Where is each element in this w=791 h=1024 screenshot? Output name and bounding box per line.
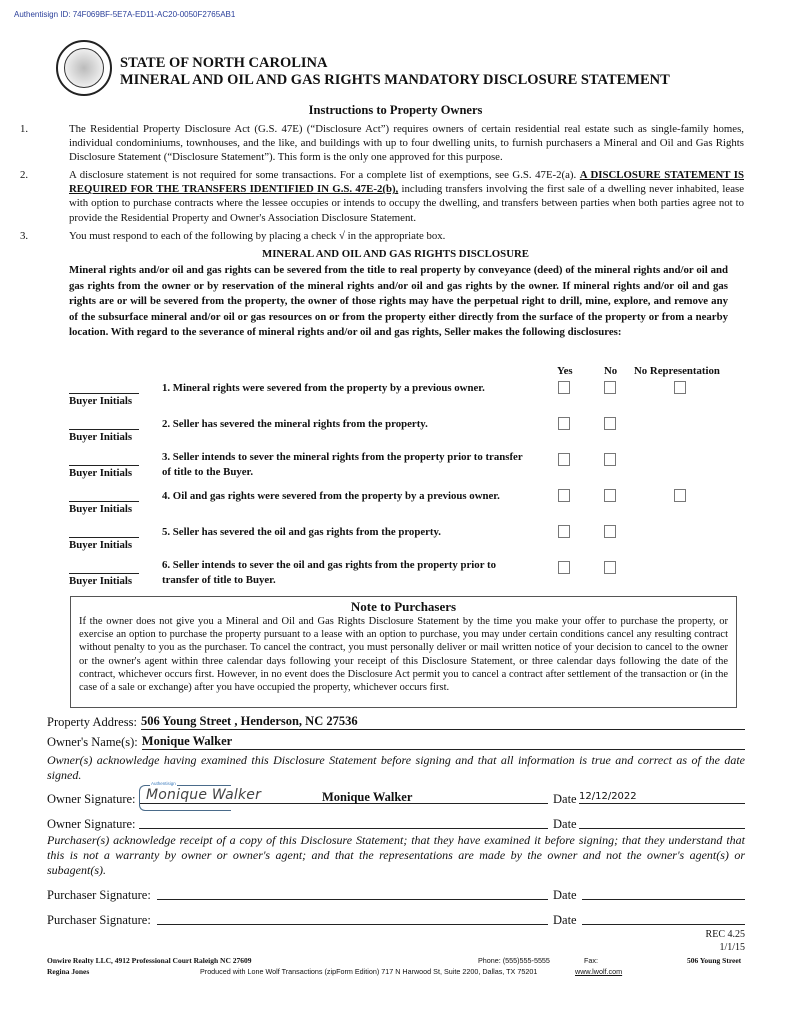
page-title-form: MINERAL AND OIL AND GAS RIGHTS MANDATORY DISCLOSURE STATEMENT	[120, 72, 670, 88]
owner-signature-field-2[interactable]	[139, 813, 548, 829]
purchaser-signature-label-1: Purchaser Signature:	[47, 888, 151, 902]
note-to-purchasers-box	[70, 596, 737, 708]
purchaser-signature-field-2[interactable]	[157, 909, 548, 925]
owner-printed-name-1: Monique Walker	[322, 790, 413, 804]
disclosure-row-4: Buyer Initials 4. Oil and gas rights were severed from the property by a previous owner.	[69, 489, 729, 525]
owner-signature-1: Monique Walker	[146, 787, 262, 803]
authentisign-id: Authentisign ID: 74F069BF-5E7A-ED11-AC20-0050F2765AB1	[14, 10, 236, 19]
owner-signature-label-1: Owner Signature:	[47, 792, 136, 806]
purchaser-date-field-2[interactable]	[582, 909, 745, 925]
instruction-item-1: 1. The Residential Property Disclosure Act (G.S. 47E) (“Disclosure Act”) requires owners of certain residential real estate such as single-family homes, individual condominiums, townhouses, and the like, and buildings with up to four dwelling units, to furnish purchasers a Mineral and Oil and Gas Rights Disclosure Statement (“Disclosure Statement”). This form is the only one approved for this purpose.	[20, 123, 744, 164]
checkbox-no[interactable]	[604, 417, 616, 430]
purchaser-signature-field-1[interactable]	[157, 884, 548, 900]
owners-name-row	[47, 734, 745, 750]
checkbox-no-representation[interactable]	[674, 381, 686, 394]
instruction-item-3: 3. You must respond to each of the following by placing a check √ in the appropriate box.	[20, 230, 446, 242]
owner-acknowledgement: Owner(s) acknowledge having examined this Disclosure Statement before signing and that all information is true and correct as of the date signed.	[47, 753, 745, 782]
owner-date-field-1[interactable]: 12/12/2022	[579, 788, 745, 804]
owner-date-field-2[interactable]	[579, 813, 745, 829]
checkbox-yes[interactable]	[558, 489, 570, 502]
footer-doc-name: 506 Young Street	[687, 956, 742, 965]
purchaser-acknowledgement: Purchaser(s) acknowledge receipt of a copy of this Disclosure Statement; that they have examined it before signing; that they understand that this is not a warranty by owner or owner's agent; and that the representations are made by the owner and not the owner's agent(s) or subagent(s).	[47, 833, 745, 877]
instructions-heading: Instructions to Property Owners	[308, 103, 483, 117]
checkbox-no[interactable]	[604, 381, 616, 394]
property-address-label: Property Address:	[47, 715, 137, 729]
checkbox-no[interactable]	[604, 453, 616, 466]
checkbox-no[interactable]	[604, 561, 616, 574]
footer-fax: Fax:	[584, 956, 598, 965]
buyer-initials-field[interactable]	[69, 393, 139, 394]
disclosure-heading: MINERAL AND OIL AND GAS RIGHTS DISCLOSURE	[262, 248, 529, 260]
checkbox-no[interactable]	[604, 489, 616, 502]
buyer-initials-field[interactable]	[69, 573, 139, 574]
buyer-initials-field[interactable]	[69, 537, 139, 538]
checkbox-yes[interactable]	[558, 453, 570, 466]
disclosure-intro: Mineral rights and/or oil and gas rights can be severed from the title to real property by conveyance (deed) of the mineral rights and/or oil and gas rights from the owner or by reservation of the mineral rights and/or oil and gas rights by the owner. If mineral rights and/or oil and gas rights are or will be severed from the property, the owner of those rights may have the perpetual right to drill, mine, explore, and remove any of the subsurface mineral and/or oil or gas resources on or from the property either directly from the surface of the property or from a nearby location. With regard to the severance of mineral rights and/or oil and gas rights, Seller makes the following disclosures:	[69, 264, 728, 338]
footer-agent: Regina Jones	[47, 967, 90, 976]
instruction-item-2: 2. A disclosure statement is not required for some transactions. For a complete list of exemptions, see G.S. 47E-2(a). A DISCLOSURE STATEMENT IS REQUIRED FOR THE TRANSFERS IDENTIFIED IN G.S. 47E-2(b), including transfers involving the first sale of a dwelling never inhabited, lease with option to purchase contracts where the lessee occupies or intends to occupy the dwelling, and transfers between parties when both parties agree not to provide the Residential Property and Owner's Association Disclosure Statement.	[20, 169, 744, 224]
checkbox-yes[interactable]	[558, 561, 570, 574]
purchaser-signature-label-2: Purchaser Signature:	[47, 913, 151, 927]
property-address-field[interactable]: 506 Young Street , Henderson, NC 27536	[141, 714, 745, 730]
owners-name-label: Owner's Name(s):	[47, 735, 138, 749]
buyer-initials-field[interactable]	[69, 429, 139, 430]
footer-phone: Phone: (555)555-5555	[478, 956, 550, 965]
required-transfers-notice: A DISCLOSURE STATEMENT IS REQUIRED FOR THE TRANSFERS IDENTIFIED IN G.S. 47E-2(b),	[69, 169, 744, 196]
footer-produced-by: Produced with Lone Wolf Transactions (zipForm Edition) 717 N Harwood St, Suite 2200, Dallas, TX 75201	[200, 967, 538, 976]
property-address-row	[47, 714, 745, 730]
disclosure-row-5: Buyer Initials 5. Seller has severed the oil and gas rights from the property.	[69, 525, 729, 561]
owner-date-label-2: Date	[553, 817, 577, 831]
owners-name-field[interactable]: Monique Walker	[142, 734, 745, 750]
disclosure-row-6: Buyer Initials 6. Seller intends to sever the oil and gas rights from the property prior to transfer of title to Buyer.	[69, 561, 729, 597]
disclosure-row-1: Buyer Initials 1. Mineral rights were severed from the property by a previous owner.	[69, 381, 729, 417]
purchaser-date-label-1: Date	[553, 888, 577, 902]
form-date: 1/1/15	[719, 942, 745, 953]
checkbox-yes[interactable]	[558, 525, 570, 538]
owner-signature-label-2: Owner Signature:	[47, 817, 136, 831]
disclosure-row-3: Buyer Initials 3. Seller intends to sever the mineral rights from the property prior to transfer of title to the Buyer.	[69, 453, 729, 489]
checkbox-yes[interactable]	[558, 381, 570, 394]
owner-date-label-1: Date	[553, 792, 577, 806]
footer-company: Onwire Realty LLC, 4912 Professional Court Raleigh NC 27609	[47, 956, 252, 965]
note-heading: Note to Purchasers	[350, 599, 457, 614]
disclosure-row-2: Buyer Initials 2. Seller has severed the mineral rights from the property.	[69, 417, 729, 453]
column-header-no-representation: No Representation	[634, 365, 720, 377]
page-title-state: STATE OF NORTH CAROLINA	[120, 55, 328, 71]
checkbox-no[interactable]	[604, 525, 616, 538]
checkbox-no-representation[interactable]	[674, 489, 686, 502]
purchaser-date-label-2: Date	[553, 913, 577, 927]
column-header-no: No	[604, 365, 618, 377]
buyer-initials-field[interactable]	[69, 465, 139, 466]
buyer-initials-field[interactable]	[69, 501, 139, 502]
column-header-yes: Yes	[557, 365, 573, 377]
authentisign-badge: Authentisign	[151, 781, 176, 786]
form-code: REC 4.25	[705, 929, 745, 940]
purchaser-date-field-1[interactable]	[582, 884, 745, 900]
state-seal-logo	[56, 40, 112, 96]
footer-website-link[interactable]: www.lwolf.com	[575, 967, 623, 976]
note-text: If the owner does not give you a Mineral and Oil and Gas Rights Disclosure Statement by the time you make your offer to purchase the property, or exercise an option to purchase the property pursuant to a lease with an option to purchase, you may under certain conditions cancel any resulting contract without penalty to you as the purchaser. To cancel the contract, you must personally deliver or mail written notice of your decision to cancel to the owner or the owner's agent within three calendar days following your receipt of this Disclosure Statement, or three calendar days following the date of the contract, whichever occurs first. However, in no event does the Disclosure Act permit you to cancel a contract after settlement of the transaction or (in the case of a sale or exchange) after you have occupied the property, whichever occurs first.	[79, 616, 728, 694]
checkbox-yes[interactable]	[558, 417, 570, 430]
